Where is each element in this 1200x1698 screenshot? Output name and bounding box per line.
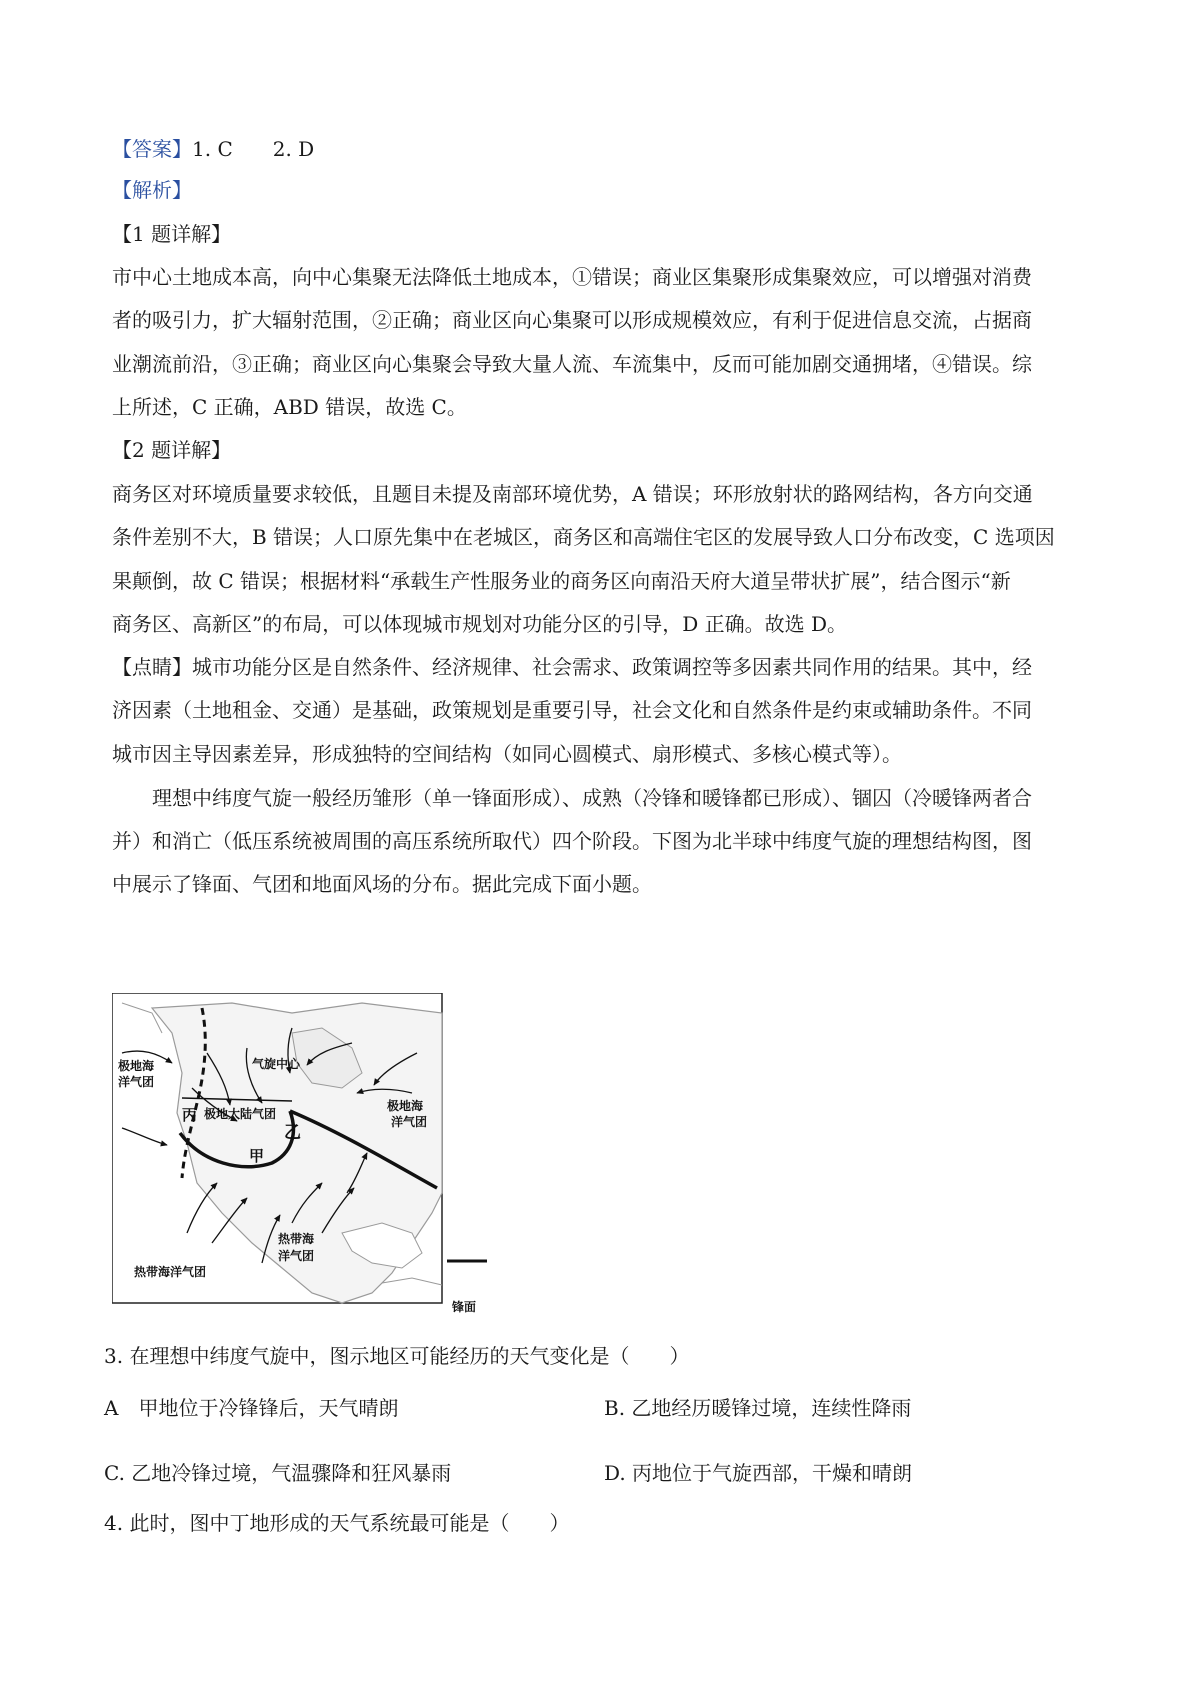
q2-detail-line: 商务区、高新区”的布局，可以体现城市规划对功能分区的引导，D 正确。故选 D。 (112, 612, 848, 636)
q1-detail-line: 上所述，C 正确，ABD 错误，故选 C。 (112, 395, 467, 419)
tip-line: 济因素（土地租金、交通）是基础，政策规划是重要引导，社会文化和自然条件是约束或辅助条件。不同 (112, 698, 1032, 722)
q3-option-a: A 甲地位于冷锋锋后，天气晴朗 (104, 1396, 399, 1420)
label-cyclone-center: 气旋中心 (252, 1057, 301, 1071)
label-polar-continental: 极地大陆气团 (204, 1107, 277, 1121)
q3-stem: 3. 在理想中纬度气旋中，图示地区可能经历的天气变化是（ ） (104, 1344, 690, 1368)
label-polar-sea-east-1: 极地海 (387, 1099, 424, 1113)
passage-line: 中展示了锋面、气团和地面风场的分布。据此完成下面小题。 (112, 872, 652, 896)
label-polar-sea-west-2: 洋气团 (118, 1075, 155, 1089)
label-bing: 丙 (182, 1106, 198, 1124)
q3-option-b: B. 乙地经历暖锋过境，连续性降雨 (604, 1396, 912, 1420)
cyclone-map-svg (112, 993, 530, 1329)
label-polar-sea-west-1: 极地海 (118, 1059, 155, 1073)
label-tropical-gulf-2: 洋气团 (278, 1249, 315, 1263)
q2-detail-line: 条件差别不大，B 错误；人口原先集中在老城区，商务区和高端住宅区的发展导致人口分布改变，C 选项因 (112, 525, 1055, 549)
analysis-tag: 【解析】 (112, 178, 192, 202)
passage-line: 并）和消亡（低压系统被周围的高压系统所取代）四个阶段。下图为北半球中纬度气旋的理想结构图，图 (112, 829, 1032, 853)
q4-stem: 4. 此时，图中丁地形成的天气系统最可能是（ ） (104, 1511, 570, 1535)
q2-detail-line: 果颠倒，故 C 错误；根据材料“承载生产性服务业的商务区向南沿天府大道呈带状扩展”，结合图示“新 (112, 569, 1011, 593)
tip-tag: 【点睛】 (112, 655, 192, 679)
q1-detail-line: 市中心土地成本高，向中心集聚无法降低土地成本，①错误；商业区集聚形成集聚效应，可以增强对消费 (112, 265, 1032, 289)
q3-option-d: D. 丙地位于气旋西部，干燥和晴朗 (604, 1461, 913, 1485)
tip-text: 城市功能分区是自然条件、经济规律、社会需求、政策调控等多因素共同作用的结果。其中，经 (192, 655, 1032, 679)
label-tropical-pacific: 热带海洋气团 (134, 1265, 207, 1279)
label-tropical-gulf-1: 热带海 (278, 1232, 315, 1246)
label-polar-sea-east-2: 洋气团 (391, 1115, 428, 1129)
tip-line (112, 652, 1102, 682)
tip-line: 城市因主导因素差异，形成独特的空间结构（如同心圆模式、扇形模式、多核心模式等）。 (112, 742, 902, 766)
q2-detail-line: 商务区对环境质量要求较低，且题目未提及南部环境优势，A 错误；环形放射状的路网结构，各方向交通 (112, 482, 1033, 506)
q1-detail-title: 【1 题详解】 (112, 222, 232, 246)
legend-front-label: 锋面 (452, 1300, 477, 1314)
cyclone-structure-map (112, 993, 530, 1329)
label-jia: 甲 (249, 1147, 265, 1165)
answer-line (112, 134, 1102, 164)
passage-line: 理想中纬度气旋一般经历雏形（单一锋面形成）、成熟（冷锋和暖锋都已形成）、锢囚（冷暖锋两者合 (152, 786, 1032, 810)
q1-detail-line: 业潮流前沿，③正确；商业区向心集聚会导致大量人流、车流集中，反而可能加剧交通拥堵，④错误。综 (112, 352, 1032, 376)
q3-option-c: C. 乙地冷锋过境，气温骤降和狂风暴雨 (104, 1461, 452, 1485)
answer-tag: 【答案】 (112, 137, 192, 161)
q1-detail-line: 者的吸引力，扩大辐射范围，②正确；商业区向心集聚可以形成规模效应，有利于促进信息交流，占据商 (112, 308, 1032, 332)
label-yi: 乙 (284, 1123, 301, 1143)
q2-detail-title: 【2 题详解】 (112, 438, 232, 462)
answer-text: 1. C 2. D (192, 137, 315, 161)
